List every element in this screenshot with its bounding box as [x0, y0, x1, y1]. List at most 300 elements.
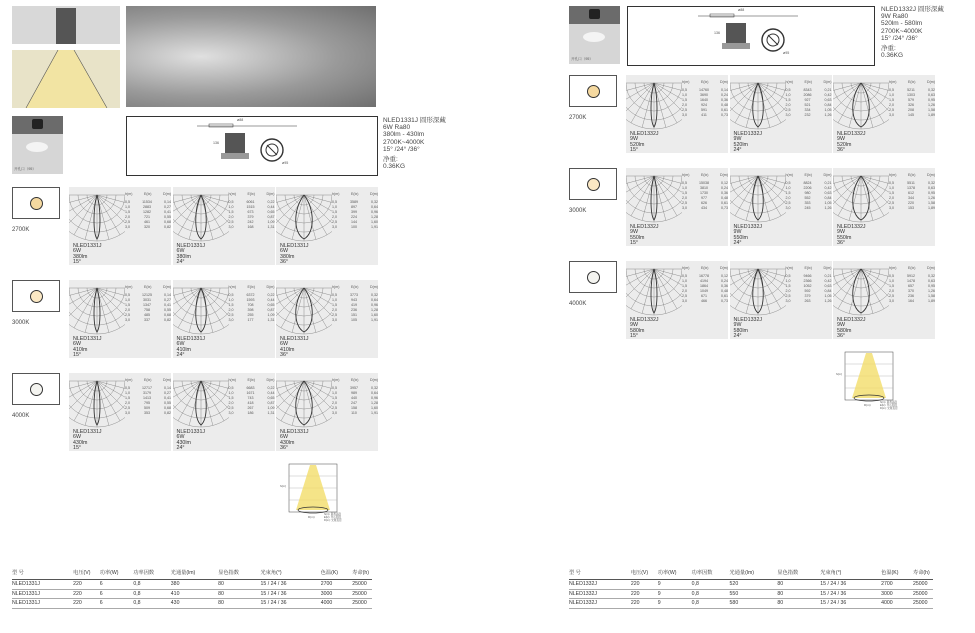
- cct-label: 4000K: [569, 301, 587, 307]
- photometric-cell: 1730: [700, 190, 708, 195]
- table-row: [569, 590, 933, 600]
- card-label-line: 6W: [280, 434, 288, 441]
- table-header-cell: 电压(V): [73, 570, 91, 576]
- photometric-cell: 0,5: [785, 181, 791, 185]
- photometric-table: [125, 285, 171, 322]
- photometric-cell: 1,5: [785, 97, 791, 102]
- photometric-cell: 0,73: [721, 205, 728, 210]
- photometric-cell: 521: [804, 102, 811, 107]
- table-header-cell: 光通量(lm): [729, 570, 755, 576]
- photometric-cell: 1,05: [824, 293, 832, 298]
- card-label-line: 580lm: [630, 327, 645, 334]
- header-h: h(m): [682, 80, 690, 84]
- photometric-cell: 0,73: [720, 112, 728, 117]
- photometric-cell: 1,5: [682, 283, 687, 288]
- polar-curve-diagram: [730, 263, 786, 317]
- photometric-header: [125, 192, 171, 196]
- photometric-cell: 6683: [246, 386, 255, 390]
- card-label: [177, 430, 206, 452]
- header-d: D(m): [720, 266, 728, 270]
- photometric-table: [332, 378, 378, 415]
- downlight-thumb: [12, 116, 63, 174]
- header-h: h(m): [228, 378, 236, 382]
- photometric-cell: 11534: [142, 200, 152, 204]
- card-label: [177, 337, 206, 359]
- photometric-cell: 14760: [699, 88, 709, 92]
- photometric-cell: 0,48: [721, 288, 728, 293]
- cct-label: 2700K: [569, 115, 587, 121]
- table-cell: 15 / 24 / 36: [820, 600, 847, 607]
- photometric-card: [276, 373, 378, 451]
- header-d: D(m): [823, 80, 832, 84]
- card-label-line: 580lm: [837, 327, 852, 334]
- table-cell: 520: [729, 581, 739, 588]
- card-label-line: 15°: [73, 445, 82, 452]
- table-cell: 220: [630, 581, 640, 588]
- header-e: E(lx): [804, 80, 812, 84]
- photometric-cell: 208: [908, 107, 914, 112]
- photometric-row: [889, 113, 935, 118]
- table-cell: 0,8: [133, 581, 141, 588]
- spec-table: [569, 566, 933, 609]
- card-label-line: 9W: [837, 136, 845, 143]
- header-d: D(m): [720, 173, 728, 177]
- card-label-line: 15°: [630, 147, 639, 154]
- table-row: [12, 599, 372, 609]
- card-label-line: 430lm: [176, 439, 191, 446]
- card-label-line: 24°: [176, 445, 185, 452]
- card-label-line: NLED1332J: [837, 131, 866, 137]
- photometric-cell: 326: [908, 102, 914, 107]
- photometric-row: [889, 206, 935, 211]
- polar-curve-diagram: [833, 170, 889, 224]
- photometric-cell: 0,42: [824, 278, 832, 283]
- header-e: E(lx): [351, 378, 359, 382]
- card-label-line: 550lm: [630, 234, 645, 241]
- photometric-cell: 1,0: [889, 185, 894, 190]
- photometric-cell: 0,61: [721, 200, 728, 205]
- card-label-line: NLED1331J: [73, 243, 102, 249]
- card-label-line: 9W: [733, 229, 742, 236]
- card-label-line: 9W: [630, 136, 638, 143]
- photometric-cell: 0,44: [267, 390, 275, 395]
- card-label: [280, 244, 309, 266]
- photometric-cell: 2,5: [332, 219, 337, 224]
- photometric-cell: 2,0: [228, 400, 234, 405]
- photometric-cell: 9466: [803, 274, 812, 278]
- photometric-cell: 2366: [803, 278, 812, 283]
- photometric-cell: 0,82: [164, 317, 171, 322]
- card-label-line: 15°: [630, 333, 639, 340]
- photometric-cell: 1640: [700, 97, 708, 102]
- card-label-line: 36°: [837, 240, 846, 247]
- table-cell: 0,8: [691, 581, 699, 588]
- photometric-cell: 2,0: [889, 195, 894, 200]
- header-d: D(m): [163, 192, 171, 196]
- photometric-cell: 2,0: [332, 400, 337, 405]
- card-label-line: NLED1332J: [837, 317, 866, 323]
- photometric-row: [229, 318, 275, 323]
- spec-line: 520lm - 580lm: [881, 20, 923, 28]
- table-cell: 220: [630, 590, 640, 597]
- photometric-cell: 110: [351, 410, 357, 415]
- photometric-cell: 743: [247, 395, 254, 400]
- weight-label: 净重:: [383, 156, 398, 164]
- photometric-cell: 0,63: [824, 190, 832, 195]
- table-header-cell: 功率因数: [133, 570, 155, 576]
- photometric-cell: 5511: [907, 181, 915, 185]
- card-label-line: 36°: [280, 352, 289, 359]
- photometric-cell: 1,5: [332, 395, 337, 400]
- photometric-cell: 592: [804, 288, 811, 293]
- card-label-line: NLED1331J: [176, 429, 206, 435]
- photometric-cell: 1,26: [928, 102, 935, 107]
- photometric-cell: 0,5: [125, 386, 130, 390]
- photometric-card: [276, 280, 378, 358]
- card-label: [73, 244, 102, 266]
- card-label-line: 6W: [73, 248, 81, 255]
- photometric-cell: 2,0: [125, 214, 130, 219]
- header-h: h(m): [785, 266, 793, 270]
- photometric-cell: 927: [804, 97, 811, 102]
- weight-value: 0.36KG: [881, 52, 904, 60]
- card-label: [837, 225, 866, 247]
- photometric-cell: 673: [247, 209, 254, 214]
- photometric-cell: 1,5: [228, 395, 234, 400]
- header-d: D(m): [720, 80, 728, 84]
- photometric-cell: 0,14: [163, 200, 171, 204]
- photometric-cell: 0,63: [928, 185, 935, 190]
- photometric-cell: 0,42: [824, 185, 832, 190]
- photometric-row: [332, 318, 378, 323]
- photometric-cell: 0,68: [164, 405, 171, 410]
- photometric-card: [833, 75, 935, 153]
- header-e: E(lx): [144, 192, 152, 196]
- header-e: E(lx): [144, 285, 152, 289]
- table-cell: 3000: [320, 590, 333, 597]
- card-label-line: NLED1332J: [733, 317, 763, 323]
- beam-diagram: [836, 350, 908, 412]
- card-label-line: 15°: [73, 352, 82, 359]
- photometric-cell: 897: [351, 204, 357, 209]
- table-cell: NLED1332J: [569, 590, 597, 597]
- photometric-cell: 0,55: [164, 400, 171, 405]
- photometric-header: [332, 285, 378, 289]
- photometric-cell: 0,64: [371, 297, 378, 302]
- photometric-header: [889, 266, 935, 270]
- photometric-cell: 1,26: [928, 288, 935, 293]
- table-cell: 410: [170, 590, 180, 597]
- photometric-cell: 2,5: [889, 200, 894, 205]
- table-cell: 80: [777, 600, 784, 607]
- card-label-line: 410lm: [280, 346, 295, 353]
- color-swatch: [569, 75, 617, 107]
- dim-cut: ø95: [282, 161, 289, 165]
- card-label: [734, 132, 763, 154]
- table-cell: 2700: [320, 581, 333, 588]
- table-cell: 80: [218, 590, 224, 597]
- photometric-cell: 3,0: [228, 224, 234, 229]
- photometric-cell: 579: [908, 97, 914, 102]
- polar-curve-diagram: [69, 189, 125, 243]
- photometric-table: [889, 173, 935, 210]
- photometric-card: [173, 373, 275, 451]
- table-cell: 80: [218, 581, 224, 588]
- table-cell: 9: [657, 590, 661, 597]
- photometric-cell: 0,61: [721, 107, 728, 112]
- table-cell: 25000: [352, 590, 367, 597]
- photometric-cell: 2,5: [125, 405, 130, 410]
- card-label: [630, 132, 659, 154]
- card-label: [73, 337, 102, 359]
- card-label-line: 15°: [73, 259, 82, 266]
- card-label-line: NLED1332J: [630, 224, 659, 230]
- photometric-cell: 1,0: [125, 390, 130, 395]
- photometric-cell: 0,95: [928, 97, 935, 102]
- photometric-row: [125, 411, 171, 416]
- table-row: [12, 580, 372, 590]
- card-label-line: 6W: [73, 341, 81, 348]
- photometric-cell: 3031: [143, 297, 151, 302]
- table-cell: 3000: [881, 590, 893, 597]
- table-cell: NLED1332J: [569, 600, 597, 607]
- header-e: E(lx): [701, 266, 709, 270]
- card-label: [177, 244, 206, 266]
- photometric-header: [332, 192, 378, 196]
- table-cell: 25000: [913, 590, 928, 597]
- card-label-line: 9W: [630, 322, 638, 329]
- photometric-card: [173, 280, 275, 358]
- photometric-table: [786, 173, 832, 210]
- table-cell: 80: [777, 581, 784, 588]
- photometric-table: [682, 80, 728, 117]
- card-label-line: 580lm: [733, 327, 748, 334]
- table-header-cell: 显色指数: [777, 570, 799, 576]
- photometric-cell: 0,68: [164, 312, 171, 317]
- photometric-cell: 2,5: [785, 293, 791, 298]
- photometric-cell: 0,82: [164, 410, 171, 415]
- photometric-row: [125, 318, 171, 323]
- card-label-line: 6W: [176, 434, 185, 441]
- photometric-cell: 1,5: [785, 283, 791, 288]
- photometric-header: [786, 80, 832, 84]
- photometric-cell: 0,5: [682, 274, 687, 278]
- photometric-cell: 977: [701, 195, 707, 200]
- beam-h-label: h(m): [280, 484, 287, 488]
- table-cell: 220: [73, 600, 82, 607]
- header-h: h(m): [889, 80, 897, 84]
- photometric-cell: 177: [247, 317, 254, 322]
- photometric-cell: 2,0: [228, 214, 234, 219]
- card-label-line: 6W: [280, 341, 288, 348]
- card-label-line: 36°: [837, 333, 846, 340]
- photometric-cell: 1,5: [889, 283, 894, 288]
- header-e: E(lx): [701, 80, 709, 84]
- table-header-cell: 型 号: [12, 570, 24, 576]
- cct-color-dot: [587, 178, 600, 191]
- header-h: h(m): [125, 192, 133, 196]
- photometric-cell: 0,32: [927, 88, 935, 92]
- photometric-cell: 509: [144, 405, 150, 410]
- table-cell: NLED1331J: [12, 581, 40, 588]
- photometric-cell: 1052: [803, 283, 812, 288]
- cct-label: 3000K: [569, 208, 587, 214]
- photometric-cell: 3,0: [785, 298, 791, 303]
- photometric-row: [682, 299, 728, 304]
- photometric-cell: 1,89: [928, 205, 935, 210]
- table-header-cell: 光束角(°): [820, 570, 842, 576]
- photometric-table: [229, 192, 275, 229]
- photometric-card: [626, 261, 728, 339]
- photometric-cell: 0,5: [785, 274, 791, 278]
- photometric-cell: 1,0: [125, 204, 130, 209]
- photometric-cell: 3690: [700, 92, 708, 97]
- table-cell: 0,8: [691, 590, 699, 597]
- photometric-cell: 419: [351, 302, 357, 307]
- header-e: E(lx): [247, 192, 255, 196]
- photometric-cell: 1,28: [371, 214, 378, 219]
- photometric-table: [229, 378, 275, 415]
- card-label-line: 36°: [280, 445, 289, 452]
- photometric-cell: 795: [144, 400, 150, 405]
- table-cell: NLED1331J: [12, 590, 40, 597]
- photometric-header: [125, 285, 171, 289]
- photometric-cell: 1,60: [371, 312, 378, 317]
- photometric-cell: 418: [247, 400, 254, 405]
- photometric-cell: 3179: [143, 390, 151, 395]
- photometric-cell: 0,12: [721, 181, 728, 185]
- photometric-cell: 0,63: [928, 278, 935, 283]
- photometric-cell: 0,63: [928, 92, 935, 97]
- dim-side: 136: [714, 31, 720, 35]
- table-cell: 25000: [913, 581, 928, 588]
- photometric-cell: 434: [701, 205, 707, 210]
- photometric-cell: 1,5: [125, 209, 130, 214]
- photometric-cell: 267: [247, 405, 254, 410]
- spec-table: [12, 566, 372, 609]
- card-label-line: 380lm: [280, 253, 295, 260]
- photometric-card: [730, 261, 832, 339]
- photometric-cell: 263: [804, 298, 811, 303]
- photometric-cell: 1,5: [889, 190, 894, 195]
- photometric-cell: 1413: [143, 395, 151, 400]
- table-cell: 15 / 24 / 36: [260, 590, 287, 597]
- photometric-cell: 1,05: [824, 107, 832, 112]
- photometric-card: [69, 373, 171, 451]
- card-label-line: 380lm: [176, 253, 191, 260]
- photometric-cell: 1,5: [228, 302, 234, 307]
- card-label: [280, 337, 309, 359]
- photometric-cell: 1,0: [228, 204, 234, 209]
- table-header-cell: 光束角(°): [260, 570, 282, 576]
- photometric-cell: 0,22: [267, 386, 275, 390]
- color-swatch: [12, 187, 60, 219]
- photometric-cell: 0,21: [824, 88, 832, 92]
- beam-d-label: D(m): [864, 403, 871, 407]
- photometric-cell: 236: [908, 293, 914, 298]
- card-label-line: 24°: [176, 352, 185, 359]
- photometric-cell: 3,0: [682, 112, 687, 117]
- photometric-row: [889, 299, 935, 304]
- header-d: D(m): [163, 285, 171, 289]
- photometric-cell: 2,5: [785, 107, 791, 112]
- cct-color-dot: [587, 85, 600, 98]
- beam-diagram: [280, 462, 352, 524]
- photometric-cell: 8824: [803, 181, 812, 185]
- photometric-cell: 0,21: [824, 181, 832, 185]
- photometric-cell: 2,5: [332, 405, 337, 410]
- color-swatch: [569, 261, 617, 293]
- polar-curve-diagram: [626, 77, 682, 131]
- card-label-line: 24°: [733, 240, 742, 247]
- table-header-cell: 型 号: [569, 570, 581, 576]
- polar-curve-diagram: [276, 282, 332, 336]
- photometric-cell: 3,0: [332, 410, 337, 415]
- header-d: D(m): [370, 378, 378, 382]
- header-d: D(m): [927, 173, 935, 177]
- room-render-photo: [126, 6, 376, 107]
- photometric-cell: 0,48: [721, 195, 728, 200]
- photometric-cell: 1,28: [371, 307, 378, 312]
- photometric-cell: 0,22: [267, 293, 275, 297]
- card-label-line: 9W: [630, 229, 638, 236]
- table-cell: 0,8: [133, 590, 141, 597]
- photometric-cell: 3,0: [228, 410, 234, 415]
- photometric-table: [682, 173, 728, 210]
- table-cell: 380: [170, 581, 180, 588]
- photometric-cell: 3,0: [889, 205, 894, 210]
- photometric-cell: 1,0: [125, 297, 130, 302]
- table-cell: 220: [73, 590, 82, 597]
- card-label: [837, 318, 866, 340]
- photometric-cell: 168: [247, 224, 254, 229]
- polar-curve-diagram: [626, 263, 682, 317]
- photometric-card: [276, 187, 378, 265]
- table-header-cell: 色温(K): [320, 570, 339, 576]
- photometric-cell: 0,84: [824, 288, 832, 293]
- card-label-line: 24°: [733, 147, 742, 154]
- photometric-cell: 0,5: [125, 293, 130, 297]
- photometric-card: [173, 187, 275, 265]
- spec-line: 15° /24° /36°: [881, 34, 918, 42]
- header-e: E(lx): [247, 285, 255, 289]
- photometric-cell: 1864: [700, 283, 708, 288]
- photometric-cell: 0,24: [721, 278, 728, 283]
- table-cell: 25000: [352, 581, 367, 588]
- dim-top: ø88: [237, 118, 244, 122]
- photometric-cell: 0,27: [164, 297, 171, 302]
- photometric-cell: 1,91: [371, 224, 378, 229]
- photometric-cell: 3810: [700, 185, 708, 190]
- photometric-cell: 1,09: [267, 405, 275, 410]
- photometric-cell: 153: [908, 205, 914, 210]
- beam-photo: [12, 50, 120, 108]
- header-h: h(m): [125, 378, 133, 382]
- photometric-row: [786, 113, 832, 118]
- header-e: E(lx): [351, 192, 359, 196]
- photometric-cell: 0,63: [824, 283, 832, 288]
- photometric-table: [332, 285, 378, 322]
- table-cell: 80: [777, 590, 784, 597]
- photometric-cell: 1,58: [928, 200, 935, 205]
- photometric-cell: 1,89: [928, 112, 935, 117]
- photometric-cell: 8343: [803, 88, 812, 92]
- photometric-cell: 247: [351, 400, 357, 405]
- photometric-cell: 1,5: [125, 395, 130, 400]
- photometric-cell: 0,41: [164, 395, 171, 400]
- photometric-card: [69, 187, 171, 265]
- photometric-cell: 0,96: [371, 209, 378, 214]
